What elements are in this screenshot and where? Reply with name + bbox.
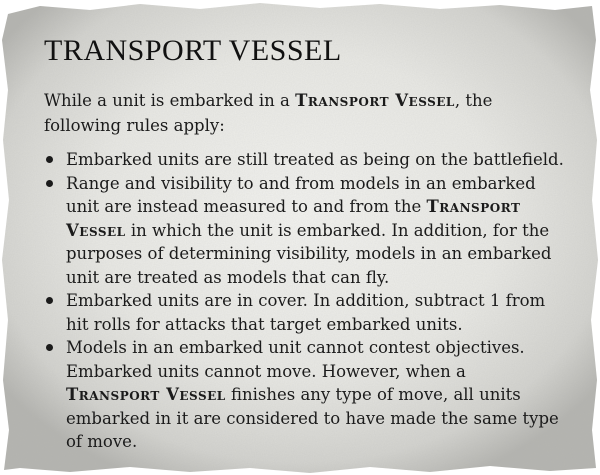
rule-text-after: in which the unit is embarked. In addition, for the purposes of determining visibility, models in an embarked unit are treated as models that can fly. [66, 220, 552, 287]
intro-keyword: Transport Vessel [295, 91, 455, 110]
rule-item [44, 289, 564, 336]
rule-item [44, 172, 564, 290]
rule-text: Embarked units are in cover. In addition, subtract 1 from hit rolls for attacks that target embarked units. [66, 291, 546, 334]
rule-text-after: finishes any type of move, all units embarked in it are considered to have made the same type of move. [66, 385, 559, 451]
intro-text-before: While a unit is embarked in a [44, 91, 296, 110]
rules-list [44, 148, 564, 454]
card-content [44, 34, 564, 454]
rule-item [44, 336, 564, 454]
intro-text-after: , the following rules apply: [44, 91, 493, 135]
rule-text: Embarked units are still treated as being on the battlefield. [66, 150, 564, 169]
rule-text: Range and visibility to and from models in an embarked unit are instead measured to and from the [66, 173, 536, 216]
bullet-icon [46, 297, 53, 304]
bullet-icon [46, 180, 53, 187]
rule-item [44, 148, 564, 172]
intro-paragraph [44, 88, 564, 138]
rule-text: Models in an embarked unit cannot contest objectives. Embarked units cannot move. However, when a [66, 338, 525, 381]
bullet-icon [46, 344, 53, 351]
card-title: TRANSPORT VESSEL [44, 34, 342, 67]
rule-keyword: Transport Vessel [66, 385, 226, 404]
bullet-icon [46, 156, 53, 163]
rule-keyword: Transport Vessel [66, 197, 521, 240]
